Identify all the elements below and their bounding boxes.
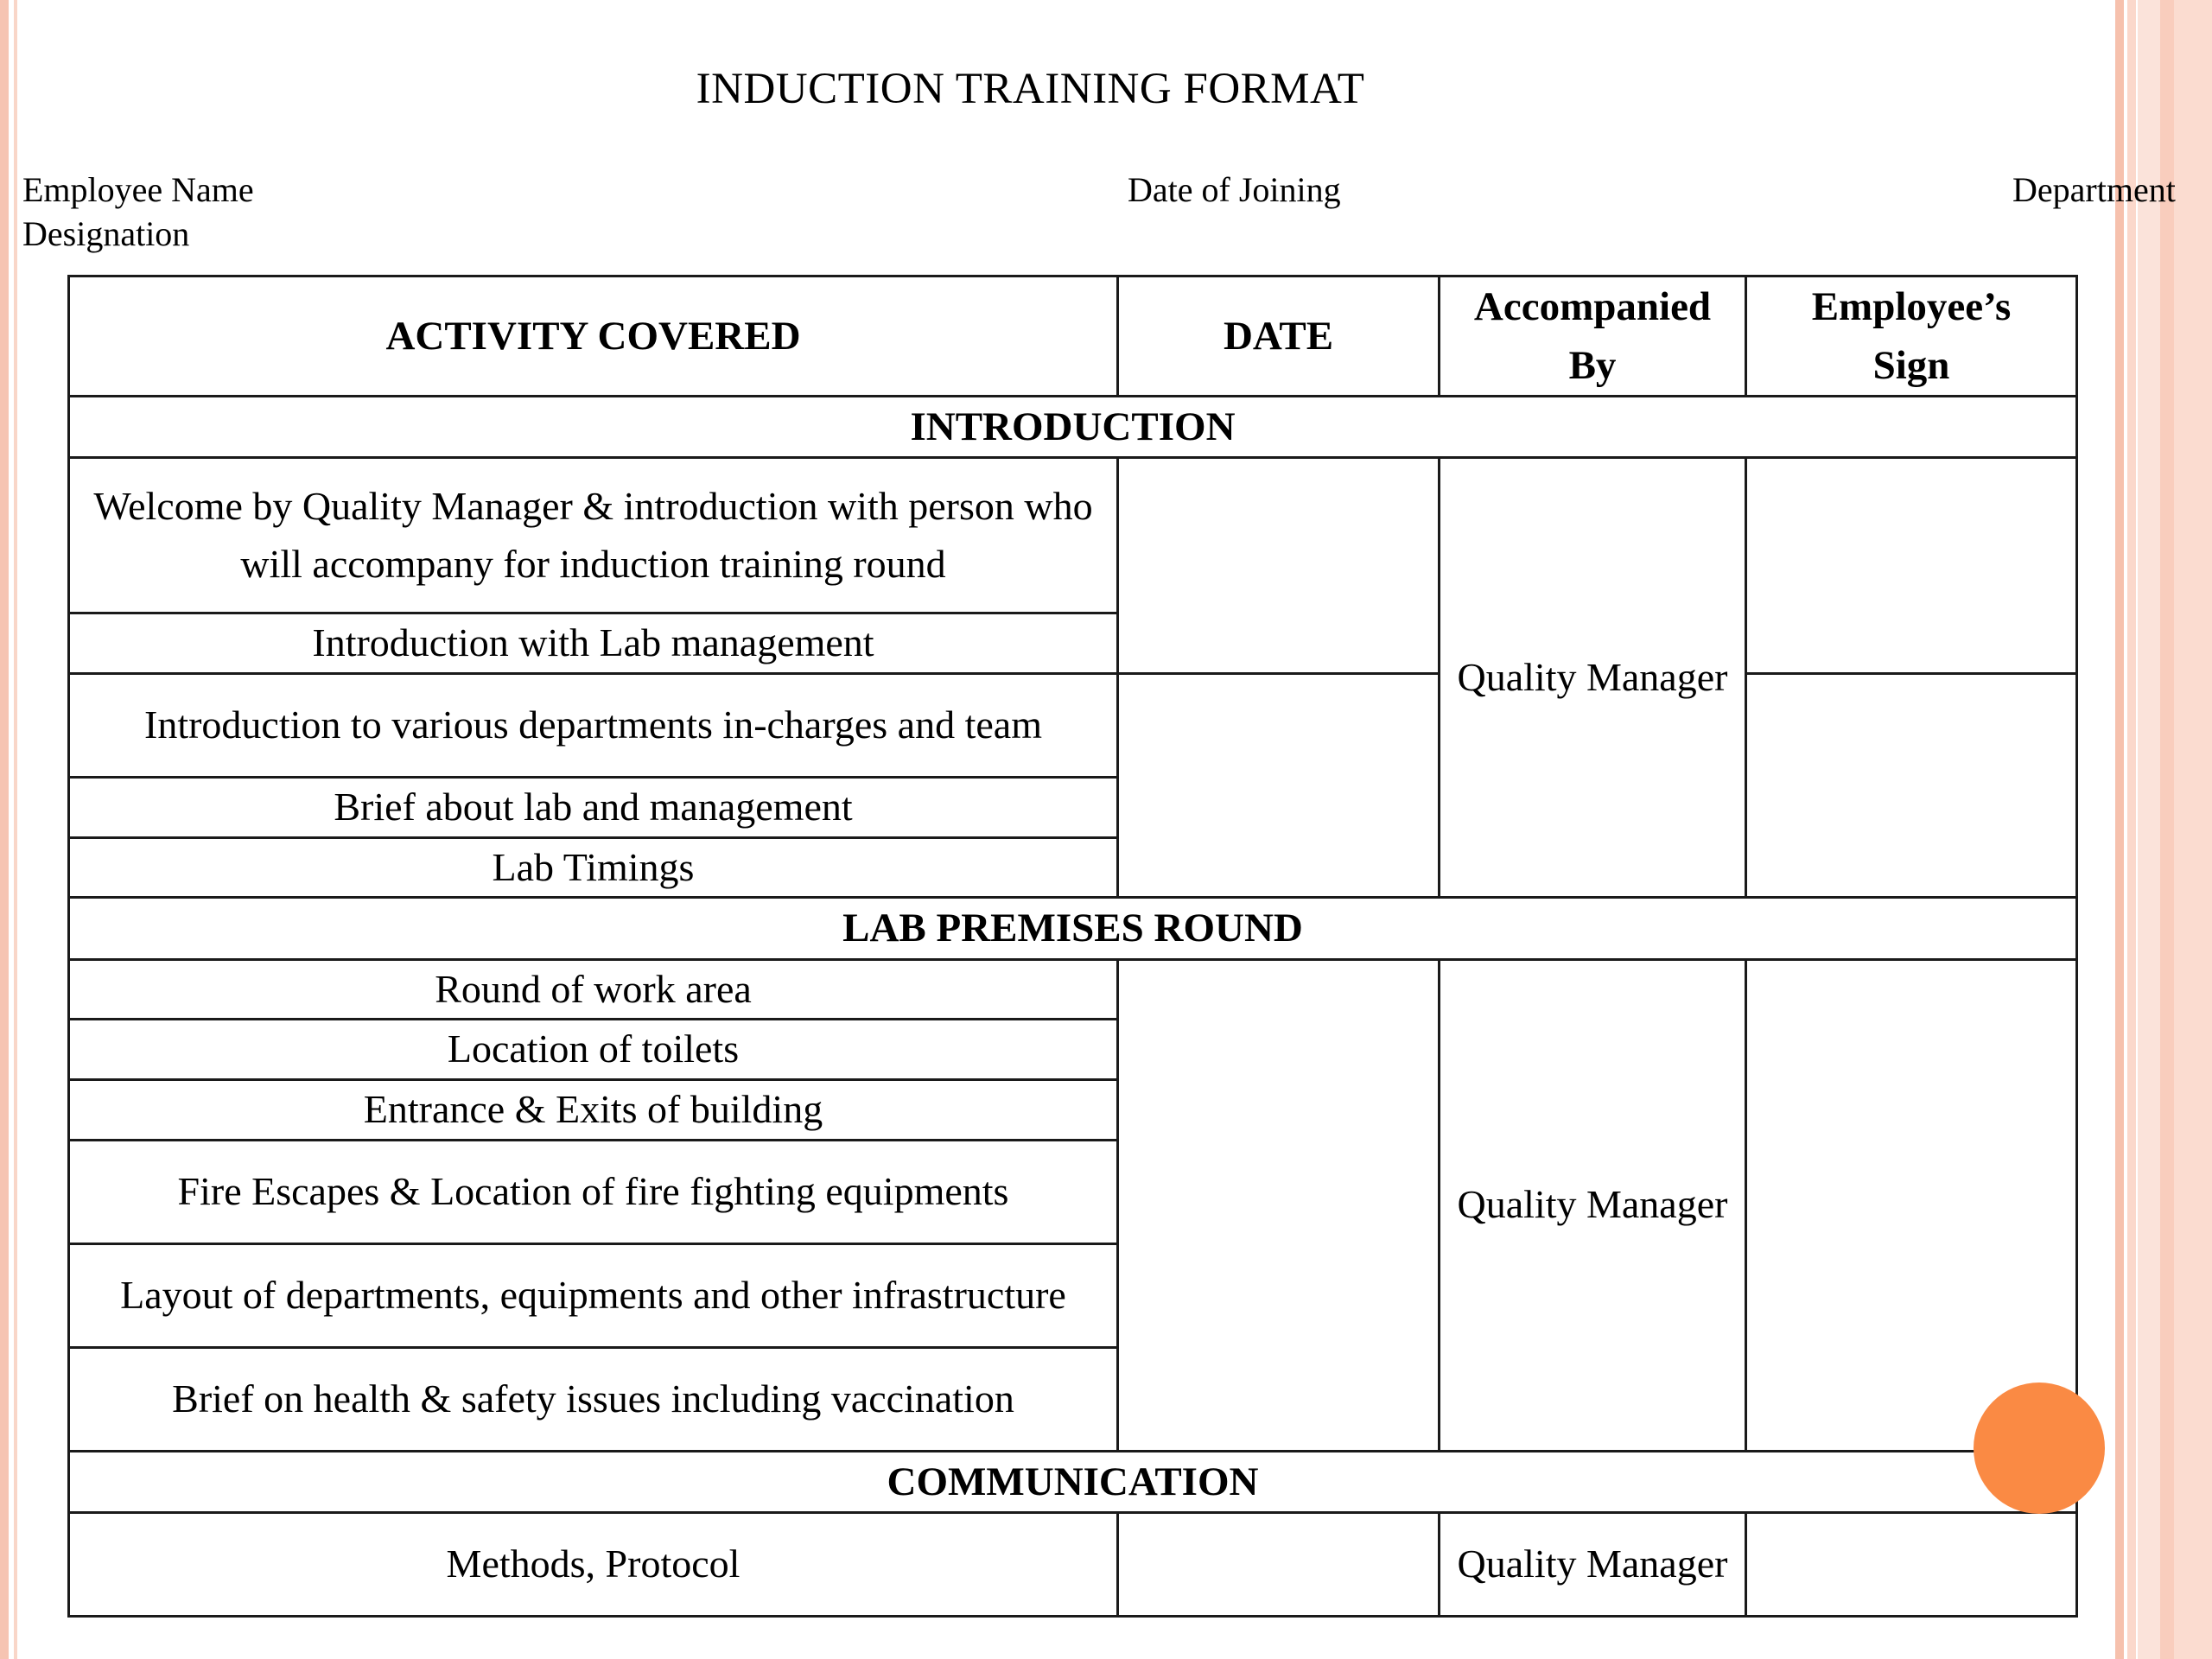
activity-cell: Location of toilets xyxy=(69,1020,1118,1080)
header-date: DATE xyxy=(1118,276,1440,397)
activity-cell: Round of work area xyxy=(69,959,1118,1020)
page-title: INDUCTION TRAINING FORMAT xyxy=(696,65,1365,113)
activity-cell: Fire Escapes & Location of fire fighting equipments xyxy=(69,1140,1118,1243)
header-activity: ACTIVITY COVERED xyxy=(69,276,1118,397)
header-sign-line2: Sign xyxy=(1872,343,1950,389)
activity-cell: Welcome by Quality Manager & introduction with person who will accompany for induction training round xyxy=(69,458,1118,613)
section-row-introduction xyxy=(69,397,2077,458)
designation-label: Designation xyxy=(22,214,190,253)
sign-cell[interactable] xyxy=(1746,1512,2077,1616)
activity-cell: Entrance & Exits of building xyxy=(69,1080,1118,1141)
activity-cell: Introduction to various departments in-charges and team xyxy=(69,674,1118,778)
sign-cell[interactable] xyxy=(1746,674,2077,898)
section-title: LAB PREMISES ROUND xyxy=(69,898,2077,959)
department-label: Department xyxy=(2012,170,2176,209)
section-row-lab-premises xyxy=(69,898,2077,959)
date-cell[interactable] xyxy=(1118,959,1440,1451)
decor-stripe-left-thin xyxy=(14,0,17,1659)
accompanied-by-cell: Quality Manager xyxy=(1440,1512,1746,1616)
decor-stripe-right-4 xyxy=(2160,0,2174,1659)
header-sign-line1: Employee’s xyxy=(1811,284,2012,329)
decor-stripe-right-2 xyxy=(2127,0,2136,1659)
activity-cell: Layout of departments, equipments and other infrastructure xyxy=(69,1243,1118,1347)
section-title: INTRODUCTION xyxy=(69,397,2077,458)
decor-stripe-left xyxy=(0,0,9,1659)
date-cell[interactable] xyxy=(1118,674,1440,898)
accompanied-by-cell: Quality Manager xyxy=(1440,458,1746,898)
table-row xyxy=(69,458,2077,613)
header-accompanied-line1: Accompanied xyxy=(1473,284,1712,329)
activity-cell: Brief on health & safety issues including vaccination xyxy=(69,1347,1118,1451)
header-accompanied-line2: By xyxy=(1568,343,1617,389)
sign-cell[interactable] xyxy=(1746,959,2077,1451)
activity-cell: Methods, Protocol xyxy=(69,1512,1118,1616)
employee-name-label: Employee Name xyxy=(22,170,254,209)
table-row xyxy=(69,674,2077,778)
header-employee-sign xyxy=(1746,276,2077,397)
date-cell[interactable] xyxy=(1118,458,1440,674)
activity-cell: Introduction with Lab management xyxy=(69,613,1118,674)
decor-stripe-right-5 xyxy=(2174,0,2212,1659)
date-of-joining-label: Date of Joining xyxy=(1128,170,1341,209)
sign-cell[interactable] xyxy=(1746,458,2077,674)
section-row-communication xyxy=(69,1451,2077,1512)
table-row xyxy=(69,959,2077,1020)
decor-stripe-right-1 xyxy=(2115,0,2124,1659)
section-title: COMMUNICATION xyxy=(69,1451,2077,1512)
induction-table xyxy=(67,275,2078,1618)
activity-cell: Brief about lab and management xyxy=(69,778,1118,838)
header-row xyxy=(69,276,2077,397)
table-row xyxy=(69,1512,2077,1616)
date-cell[interactable] xyxy=(1118,1512,1440,1616)
header-accompanied-by xyxy=(1440,276,1746,397)
decor-stripe-right-3 xyxy=(2138,0,2160,1659)
accompanied-by-cell: Quality Manager xyxy=(1440,959,1746,1451)
decor-circle xyxy=(1974,1382,2105,1514)
activity-cell: Lab Timings xyxy=(69,837,1118,898)
